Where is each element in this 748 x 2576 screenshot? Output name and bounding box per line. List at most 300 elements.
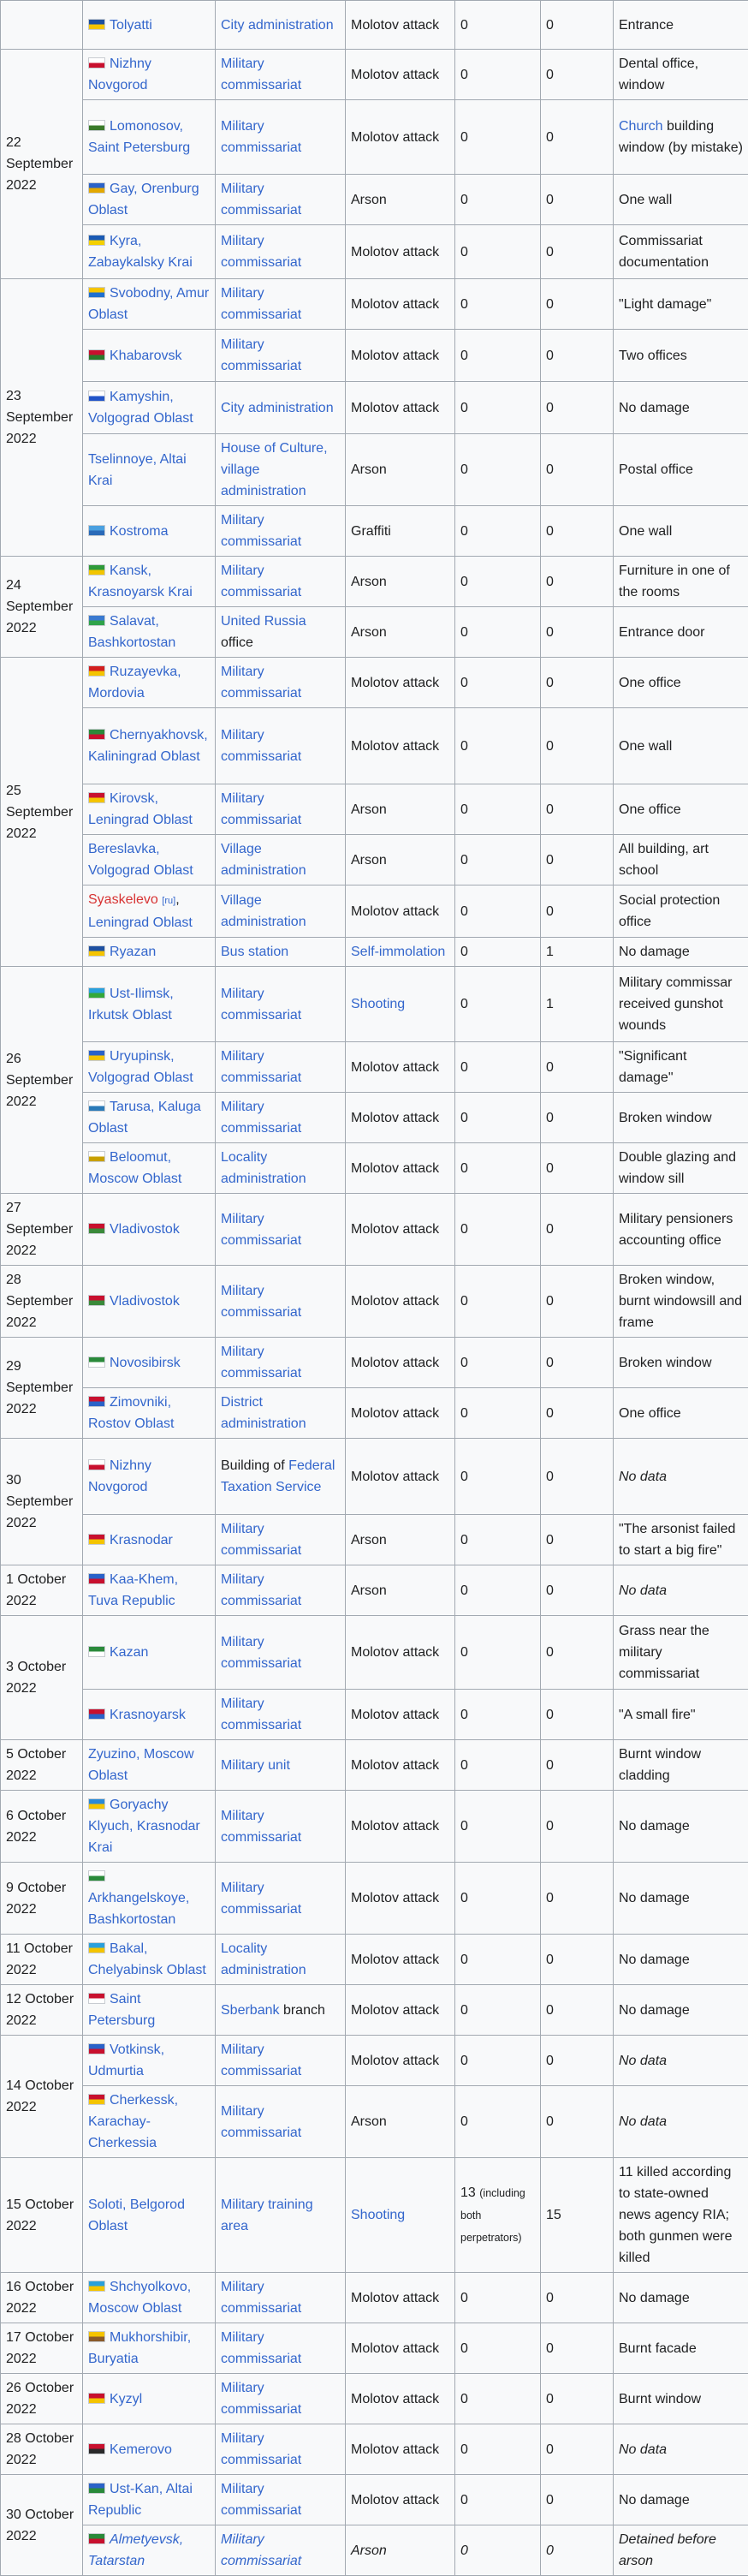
- location-cell: Syaskelevo [ru], Leningrad Oblast: [83, 886, 216, 938]
- flag-icon: [88, 1357, 105, 1368]
- interlanguage-link[interactable]: [ru]: [162, 896, 175, 906]
- location-cell: [83, 2525, 216, 2576]
- injured-cell: [541, 2424, 614, 2475]
- target-cell: [216, 1985, 346, 2036]
- target-link[interactable]: Military commissariat: [221, 1212, 301, 1248]
- date-text: 12 October 2022: [6, 1992, 74, 2028]
- flag-icon: [88, 1534, 105, 1545]
- damage-cell: [614, 708, 748, 784]
- target-cell: [216, 2323, 346, 2374]
- target-link[interactable]: Bus station: [221, 945, 288, 959]
- location-cell: [83, 1143, 216, 1194]
- location-link[interactable]: Almetyevsk, Tatarstan: [88, 2532, 183, 2568]
- target-cell: [216, 50, 346, 100]
- target-text: branch: [283, 2003, 325, 2018]
- region-link[interactable]: Leningrad Oblast: [88, 915, 193, 930]
- location-link[interactable]: Nizhny Novgorod: [88, 1458, 151, 1494]
- killed-cell: [455, 1791, 541, 1863]
- location-link[interactable]: Ust-Kan, Altai Republic: [88, 2482, 193, 2518]
- flag-icon: [88, 1459, 105, 1470]
- table-row: [1, 708, 748, 784]
- location-link[interactable]: Vladivostok: [110, 1222, 180, 1237]
- method-text: Molotov attack: [351, 18, 439, 33]
- injured-value: 0: [546, 1406, 554, 1421]
- target-link[interactable]: Military commissariat: [221, 1345, 301, 1380]
- damage-cell: [614, 1515, 748, 1565]
- table-body: [1, 1, 748, 2576]
- table-row: [1, 886, 748, 938]
- location-link[interactable]: Goryachy Klyuch, Krasnodar Krai: [88, 1798, 200, 1855]
- target-link[interactable]: Military commissariat: [221, 513, 301, 549]
- damage-text: "Light damage": [619, 297, 711, 312]
- killed-cell: [455, 1143, 541, 1194]
- target-cell: [216, 2273, 346, 2323]
- killed-cell: [455, 2374, 541, 2424]
- method-text: Molotov attack: [351, 1294, 439, 1309]
- location-link[interactable]: Zimovniki, Rostov Oblast: [88, 1395, 174, 1431]
- target-cell: [216, 967, 346, 1042]
- location-link[interactable]: Nizhny Novgorod: [88, 57, 151, 92]
- location-link[interactable]: Svobodny, Amur Oblast: [88, 286, 209, 322]
- date-text: 3 October 2022: [6, 1660, 66, 1696]
- injured-value: 0: [546, 1819, 554, 1834]
- location-cell: [83, 1093, 216, 1143]
- target-link[interactable]: Military commissariat: [221, 1572, 301, 1608]
- target-cell: [216, 175, 346, 225]
- table-row: [1, 1143, 748, 1194]
- killed-value: 0: [460, 1222, 468, 1237]
- location-link[interactable]: Krasnodar: [110, 1533, 173, 1547]
- target-link[interactable]: Military commissariat: [221, 2532, 301, 2568]
- killed-cell: [455, 2273, 541, 2323]
- injured-cell: [541, 1439, 614, 1515]
- target-link[interactable]: Military commissariat: [221, 665, 301, 701]
- table-row: [1, 1616, 748, 1690]
- method-cell: [346, 2273, 455, 2323]
- location-link[interactable]: Ryazan: [110, 945, 156, 959]
- killed-cell: [455, 708, 541, 784]
- target-link[interactable]: Military commissariat: [221, 1100, 301, 1136]
- location-cell: [83, 2475, 216, 2525]
- date-text: 15 October 2022: [6, 2197, 74, 2233]
- killed-cell: [455, 2323, 541, 2374]
- method-text: Molotov attack: [351, 904, 439, 919]
- method-cell: [346, 100, 455, 175]
- location-link[interactable]: Syaskelevo: [88, 892, 158, 907]
- target-link[interactable]: Village administration: [221, 893, 306, 929]
- method-text: Molotov attack: [351, 1645, 439, 1660]
- target-cell: [216, 784, 346, 835]
- target-text: office: [221, 635, 253, 650]
- killed-cell: [455, 607, 541, 658]
- injured-cell: [541, 1338, 614, 1388]
- killed-cell: [455, 100, 541, 175]
- location-cell: [83, 1388, 216, 1439]
- target-link[interactable]: Military unit: [221, 1758, 290, 1773]
- damage-cell: [614, 50, 748, 100]
- injured-cell: [541, 1935, 614, 1985]
- target-link[interactable]: United Russia: [221, 614, 306, 629]
- damage-cell: [614, 506, 748, 557]
- date-cell: [1, 1565, 83, 1616]
- method-cell: [346, 1388, 455, 1439]
- killed-cell: [455, 2158, 541, 2273]
- method-link[interactable]: Shooting: [351, 2208, 405, 2222]
- damage-cell: [614, 2424, 748, 2475]
- injured-cell: [541, 1565, 614, 1616]
- target-link[interactable]: Military commissariat: [221, 2431, 301, 2467]
- killed-cell: [455, 1863, 541, 1935]
- location-link[interactable]: Kyzyl: [110, 2392, 142, 2406]
- injured-cell: [541, 1690, 614, 1740]
- method-text: Molotov attack: [351, 1406, 439, 1421]
- method-text: Molotov attack: [351, 1356, 439, 1370]
- damage-cell: [614, 1439, 748, 1515]
- target-link[interactable]: Military training area: [221, 2197, 313, 2233]
- killed-value: 0: [460, 18, 468, 33]
- target-cell: [216, 1143, 346, 1194]
- flag-icon: [88, 564, 105, 575]
- killed-cell: [455, 2525, 541, 2576]
- table-row: [1, 1266, 748, 1338]
- damage-cell: [614, 607, 748, 658]
- damage-text: No data: [619, 2114, 667, 2129]
- target-link[interactable]: Military commissariat: [221, 1809, 301, 1845]
- location-link[interactable]: Votkinsk, Udmurtia: [88, 2042, 164, 2078]
- damage-cell: [614, 1093, 748, 1143]
- method-cell: [346, 1093, 455, 1143]
- location-link[interactable]: Zyuzino, Moscow Oblast: [88, 1747, 194, 1783]
- location-link[interactable]: Ust-Ilimsk, Irkutsk Oblast: [88, 987, 174, 1023]
- killed-cell: [455, 1935, 541, 1985]
- location-link[interactable]: Kemerovo: [110, 2442, 172, 2457]
- killed-cell: [455, 1439, 541, 1515]
- injured-value: 0: [546, 2392, 554, 2406]
- injured-cell: [541, 1863, 614, 1935]
- damage-cell: [614, 2374, 748, 2424]
- date-cell: [1, 1338, 83, 1439]
- damage-cell: [614, 2273, 748, 2323]
- date-cell: [1, 1194, 83, 1266]
- location-link[interactable]: Soloti, Belgorod Oblast: [88, 2197, 185, 2233]
- method-text: Arson: [351, 1533, 387, 1547]
- location-cell: [83, 100, 216, 175]
- flag-icon: [88, 2043, 105, 2054]
- damage-text: Broken window: [619, 1111, 712, 1125]
- killed-cell: [455, 1985, 541, 2036]
- injured-value: 0: [546, 625, 554, 640]
- target-link[interactable]: Military commissariat: [221, 2104, 301, 2140]
- killed-value: 0: [460, 68, 468, 82]
- location-link[interactable]: Salavat, Bashkortostan: [88, 614, 175, 650]
- table-row: [1, 607, 748, 658]
- location-link[interactable]: Kirovsk, Leningrad Oblast: [88, 791, 193, 827]
- killed-value: 0: [460, 1583, 468, 1598]
- target-cell: [216, 2086, 346, 2158]
- target-cell: [216, 434, 346, 506]
- method-cell: [346, 2323, 455, 2374]
- location-link[interactable]: Novosibirsk: [110, 1356, 181, 1370]
- killed-value: 0: [460, 575, 468, 589]
- location-cell: [83, 607, 216, 658]
- location-link[interactable]: Gay, Orenburg Oblast: [88, 182, 199, 218]
- target-cell: [216, 1439, 346, 1515]
- target-link[interactable]: City administration: [221, 18, 334, 33]
- location-link[interactable]: Kaa-Khem, Tuva Republic: [88, 1572, 178, 1608]
- killed-value: 0: [460, 1891, 468, 1905]
- injured-cell: [541, 2086, 614, 2158]
- method-text: Arson: [351, 462, 387, 477]
- killed-cell: [455, 2424, 541, 2475]
- target-link[interactable]: Military commissariat: [221, 119, 301, 155]
- method-text: Molotov attack: [351, 2054, 439, 2068]
- damage-cell: [614, 2158, 748, 2273]
- killed-cell: [455, 1, 541, 50]
- injured-cell: [541, 938, 614, 967]
- target-cell: [216, 607, 346, 658]
- injured-value: 15: [546, 2208, 561, 2222]
- location-link[interactable]: Tarusa, Kaluga Oblast: [88, 1100, 201, 1136]
- damage-text: No damage: [619, 2003, 690, 2018]
- damage-cell: [614, 658, 748, 708]
- damage-text: Two offices: [619, 349, 687, 363]
- location-link[interactable]: Kyra, Zabaykalsky Krai: [88, 234, 193, 270]
- location-link[interactable]: Uryupinsk, Volgograd Oblast: [88, 1049, 193, 1085]
- date-cell: [1, 2036, 83, 2158]
- target-cell: [216, 1338, 346, 1388]
- target-cell: [216, 708, 346, 784]
- damage-cell: [614, 1, 748, 50]
- damage-cell: [614, 2086, 748, 2158]
- location-link[interactable]: Kansk, Krasnoyarsk Krai: [88, 564, 193, 599]
- target-link[interactable]: Military commissariat: [221, 1696, 301, 1732]
- date-text: 30 October 2022: [6, 2507, 74, 2543]
- date-cell: [1, 1616, 83, 1740]
- table-row: [1, 100, 748, 175]
- damage-cell: [614, 1690, 748, 1740]
- target-cell: [216, 2036, 346, 2086]
- location-link[interactable]: Saint Petersburg: [88, 1992, 155, 2028]
- injured-value: 0: [546, 18, 554, 33]
- damage-text: Dental office, window: [619, 57, 698, 92]
- location-cell: [83, 2036, 216, 2086]
- date-cell: [1, 1439, 83, 1565]
- method-cell: [346, 50, 455, 100]
- killed-value: 0: [460, 2114, 468, 2129]
- location-link[interactable]: Kamyshin, Volgograd Oblast: [88, 390, 193, 426]
- target-link[interactable]: Military commissariat: [221, 987, 301, 1023]
- method-cell: [346, 330, 455, 382]
- location-link[interactable]: Tselinnoye, Altai Krai: [88, 452, 187, 488]
- location-cell: [83, 2158, 216, 2273]
- location-cell: [83, 1439, 216, 1515]
- injured-cell: [541, 1616, 614, 1690]
- damage-cell: [614, 1266, 748, 1338]
- damage-text: Commissariat documentation: [619, 234, 709, 270]
- target-link[interactable]: Military commissariat: [221, 1522, 301, 1558]
- method-link[interactable]: Shooting: [351, 997, 405, 1011]
- killed-value: 0: [460, 1708, 468, 1722]
- table-row: [1, 1338, 748, 1388]
- damage-text: No data: [619, 2442, 667, 2457]
- killed-cell: [455, 330, 541, 382]
- target-link[interactable]: Military commissariat: [221, 2330, 301, 2366]
- killed-value: 0: [460, 802, 468, 817]
- killed-value: 0: [460, 2493, 468, 2507]
- location-link[interactable]: Cherkessk, Karachay-Cherkessia: [88, 2093, 178, 2150]
- injured-value: 0: [546, 1294, 554, 1309]
- location-link[interactable]: Ruzayevka, Mordovia: [88, 665, 181, 701]
- location-link[interactable]: Arkhangelskoye, Bashkortostan: [88, 1891, 189, 1927]
- date-cell: [1, 50, 83, 279]
- injured-value: 0: [546, 2003, 554, 2018]
- location-link[interactable]: Beloomut, Moscow Oblast: [88, 1150, 181, 1186]
- target-link[interactable]: District administration: [221, 1395, 306, 1431]
- injured-cell: [541, 557, 614, 607]
- killed-value: 0: [460, 524, 468, 539]
- killed-value: 0: [460, 1294, 468, 1309]
- flag-icon: [88, 1646, 105, 1657]
- injured-value: 0: [546, 401, 554, 415]
- target-cell: [216, 2374, 346, 2424]
- location-link[interactable]: Krasnoyarsk: [110, 1708, 186, 1722]
- target-link[interactable]: Military commissariat: [221, 1635, 301, 1671]
- target-link[interactable]: Sberbank: [221, 2003, 280, 2018]
- damage-cell: [614, 1740, 748, 1791]
- target-cell: [216, 2525, 346, 2576]
- method-cell: [346, 1565, 455, 1616]
- method-text: Arson: [351, 625, 387, 640]
- method-link[interactable]: Self-immolation: [351, 945, 445, 959]
- method-text: Molotov attack: [351, 2442, 439, 2457]
- target-link[interactable]: Military commissariat: [221, 182, 301, 218]
- location-link[interactable]: Lomonosov, Saint Petersburg: [88, 119, 190, 155]
- location-link[interactable]: Kazan: [110, 1645, 148, 1660]
- method-cell: [346, 2158, 455, 2273]
- killed-value: 0: [460, 1819, 468, 1834]
- target-link[interactable]: Military commissariat: [221, 2482, 301, 2518]
- damage-cell: [614, 784, 748, 835]
- method-cell: [346, 1985, 455, 2036]
- target-link[interactable]: Military commissariat: [221, 728, 301, 764]
- killed-value: 0: [460, 2442, 468, 2457]
- method-text: Molotov attack: [351, 1111, 439, 1125]
- target-link[interactable]: Locality administration: [221, 1150, 306, 1186]
- target-link[interactable]: Village administration: [221, 842, 306, 878]
- location-link[interactable]: Shchyolkovo, Moscow Oblast: [88, 2280, 191, 2316]
- date-text: 1 October 2022: [6, 1572, 66, 1608]
- table-row: [1, 2086, 748, 2158]
- injured-cell: [541, 1194, 614, 1266]
- method-cell: [346, 1338, 455, 1388]
- killed-cell: [455, 50, 541, 100]
- location-link[interactable]: Bakal, Chelyabinsk Oblast: [88, 1941, 206, 1977]
- target-link[interactable]: Military commissariat: [221, 1881, 301, 1917]
- target-link[interactable]: Military commissariat: [221, 234, 301, 270]
- location-link[interactable]: Kostroma: [110, 524, 168, 539]
- method-cell: [346, 2475, 455, 2525]
- injured-cell: [541, 2158, 614, 2273]
- killed-value: 0: [460, 1356, 468, 1370]
- target-link[interactable]: Military commissariat: [221, 337, 301, 373]
- killed-value: 0: [460, 1161, 468, 1176]
- location-cell: [83, 1338, 216, 1388]
- location-link[interactable]: Bereslavka, Volgograd Oblast: [88, 842, 193, 878]
- target-link[interactable]: House of Culture, village administration: [221, 441, 328, 498]
- location-cell: [83, 175, 216, 225]
- damage-link[interactable]: Church: [619, 119, 663, 134]
- target-link[interactable]: Military commissariat: [221, 57, 301, 92]
- method-text: Molotov attack: [351, 349, 439, 363]
- target-link[interactable]: City administration: [221, 401, 334, 415]
- table-row: [1, 938, 748, 967]
- damage-text: No damage: [619, 1891, 690, 1905]
- target-link[interactable]: Military commissariat: [221, 2042, 301, 2078]
- location-cell: [83, 1565, 216, 1616]
- method-cell: [346, 886, 455, 938]
- table-row: [1, 2525, 748, 2576]
- injured-value: 0: [546, 739, 554, 754]
- method-text: Molotov attack: [351, 1222, 439, 1237]
- damage-cell: [614, 1338, 748, 1388]
- date-text: 16 October 2022: [6, 2280, 74, 2316]
- location-cell: [83, 708, 216, 784]
- date-text: 17 October 2022: [6, 2330, 74, 2366]
- table-row: [1, 1, 748, 50]
- target-link[interactable]: Military commissariat: [221, 286, 301, 322]
- method-cell: [346, 382, 455, 434]
- damage-cell: [614, 886, 748, 938]
- killed-value: 0: [460, 193, 468, 207]
- damage-cell: [614, 938, 748, 967]
- target-link[interactable]: Military commissariat: [221, 791, 301, 827]
- target-link[interactable]: Federal Taxation Service: [221, 1458, 335, 1494]
- killed-value: 0: [460, 676, 468, 690]
- target-link[interactable]: Military commissariat: [221, 2381, 301, 2417]
- target-link[interactable]: Military commissariat: [221, 1284, 301, 1320]
- method-text: Arson: [351, 853, 387, 868]
- damage-text: building window (by mistake): [619, 119, 743, 155]
- date-text: 9 October 2022: [6, 1881, 66, 1917]
- injured-cell: [541, 2475, 614, 2525]
- damage-cell: [614, 1565, 748, 1616]
- date-cell: [1, 2475, 83, 2576]
- location-link[interactable]: Vladivostok: [110, 1294, 180, 1309]
- location-link[interactable]: Khabarovsk: [110, 349, 182, 363]
- location-cell: [83, 2424, 216, 2475]
- target-link[interactable]: Military commissariat: [221, 564, 301, 599]
- table-row: [1, 2036, 748, 2086]
- date-text: 23 September 2022: [6, 389, 73, 446]
- target-cell: [216, 886, 346, 938]
- injured-value: 0: [546, 2543, 554, 2558]
- location-link[interactable]: Chernyakhovsk, Kaliningrad Oblast: [88, 728, 208, 764]
- target-link[interactable]: Locality administration: [221, 1941, 306, 1977]
- killed-value: 0: [460, 297, 468, 312]
- damage-text: Double glazing and window sill: [619, 1150, 736, 1186]
- location-link[interactable]: Tolyatti: [110, 18, 152, 33]
- target-link[interactable]: Military commissariat: [221, 2280, 301, 2316]
- target-link[interactable]: Military commissariat: [221, 1049, 301, 1085]
- damage-cell: [614, 330, 748, 382]
- flag-icon: [88, 2533, 105, 2544]
- damage-cell: [614, 175, 748, 225]
- location-link[interactable]: Mukhorshibir, Buryatia: [88, 2330, 191, 2366]
- method-cell: [346, 1616, 455, 1690]
- flag-icon: [88, 1295, 105, 1306]
- injured-value: 0: [546, 68, 554, 82]
- table-row: [1, 382, 748, 434]
